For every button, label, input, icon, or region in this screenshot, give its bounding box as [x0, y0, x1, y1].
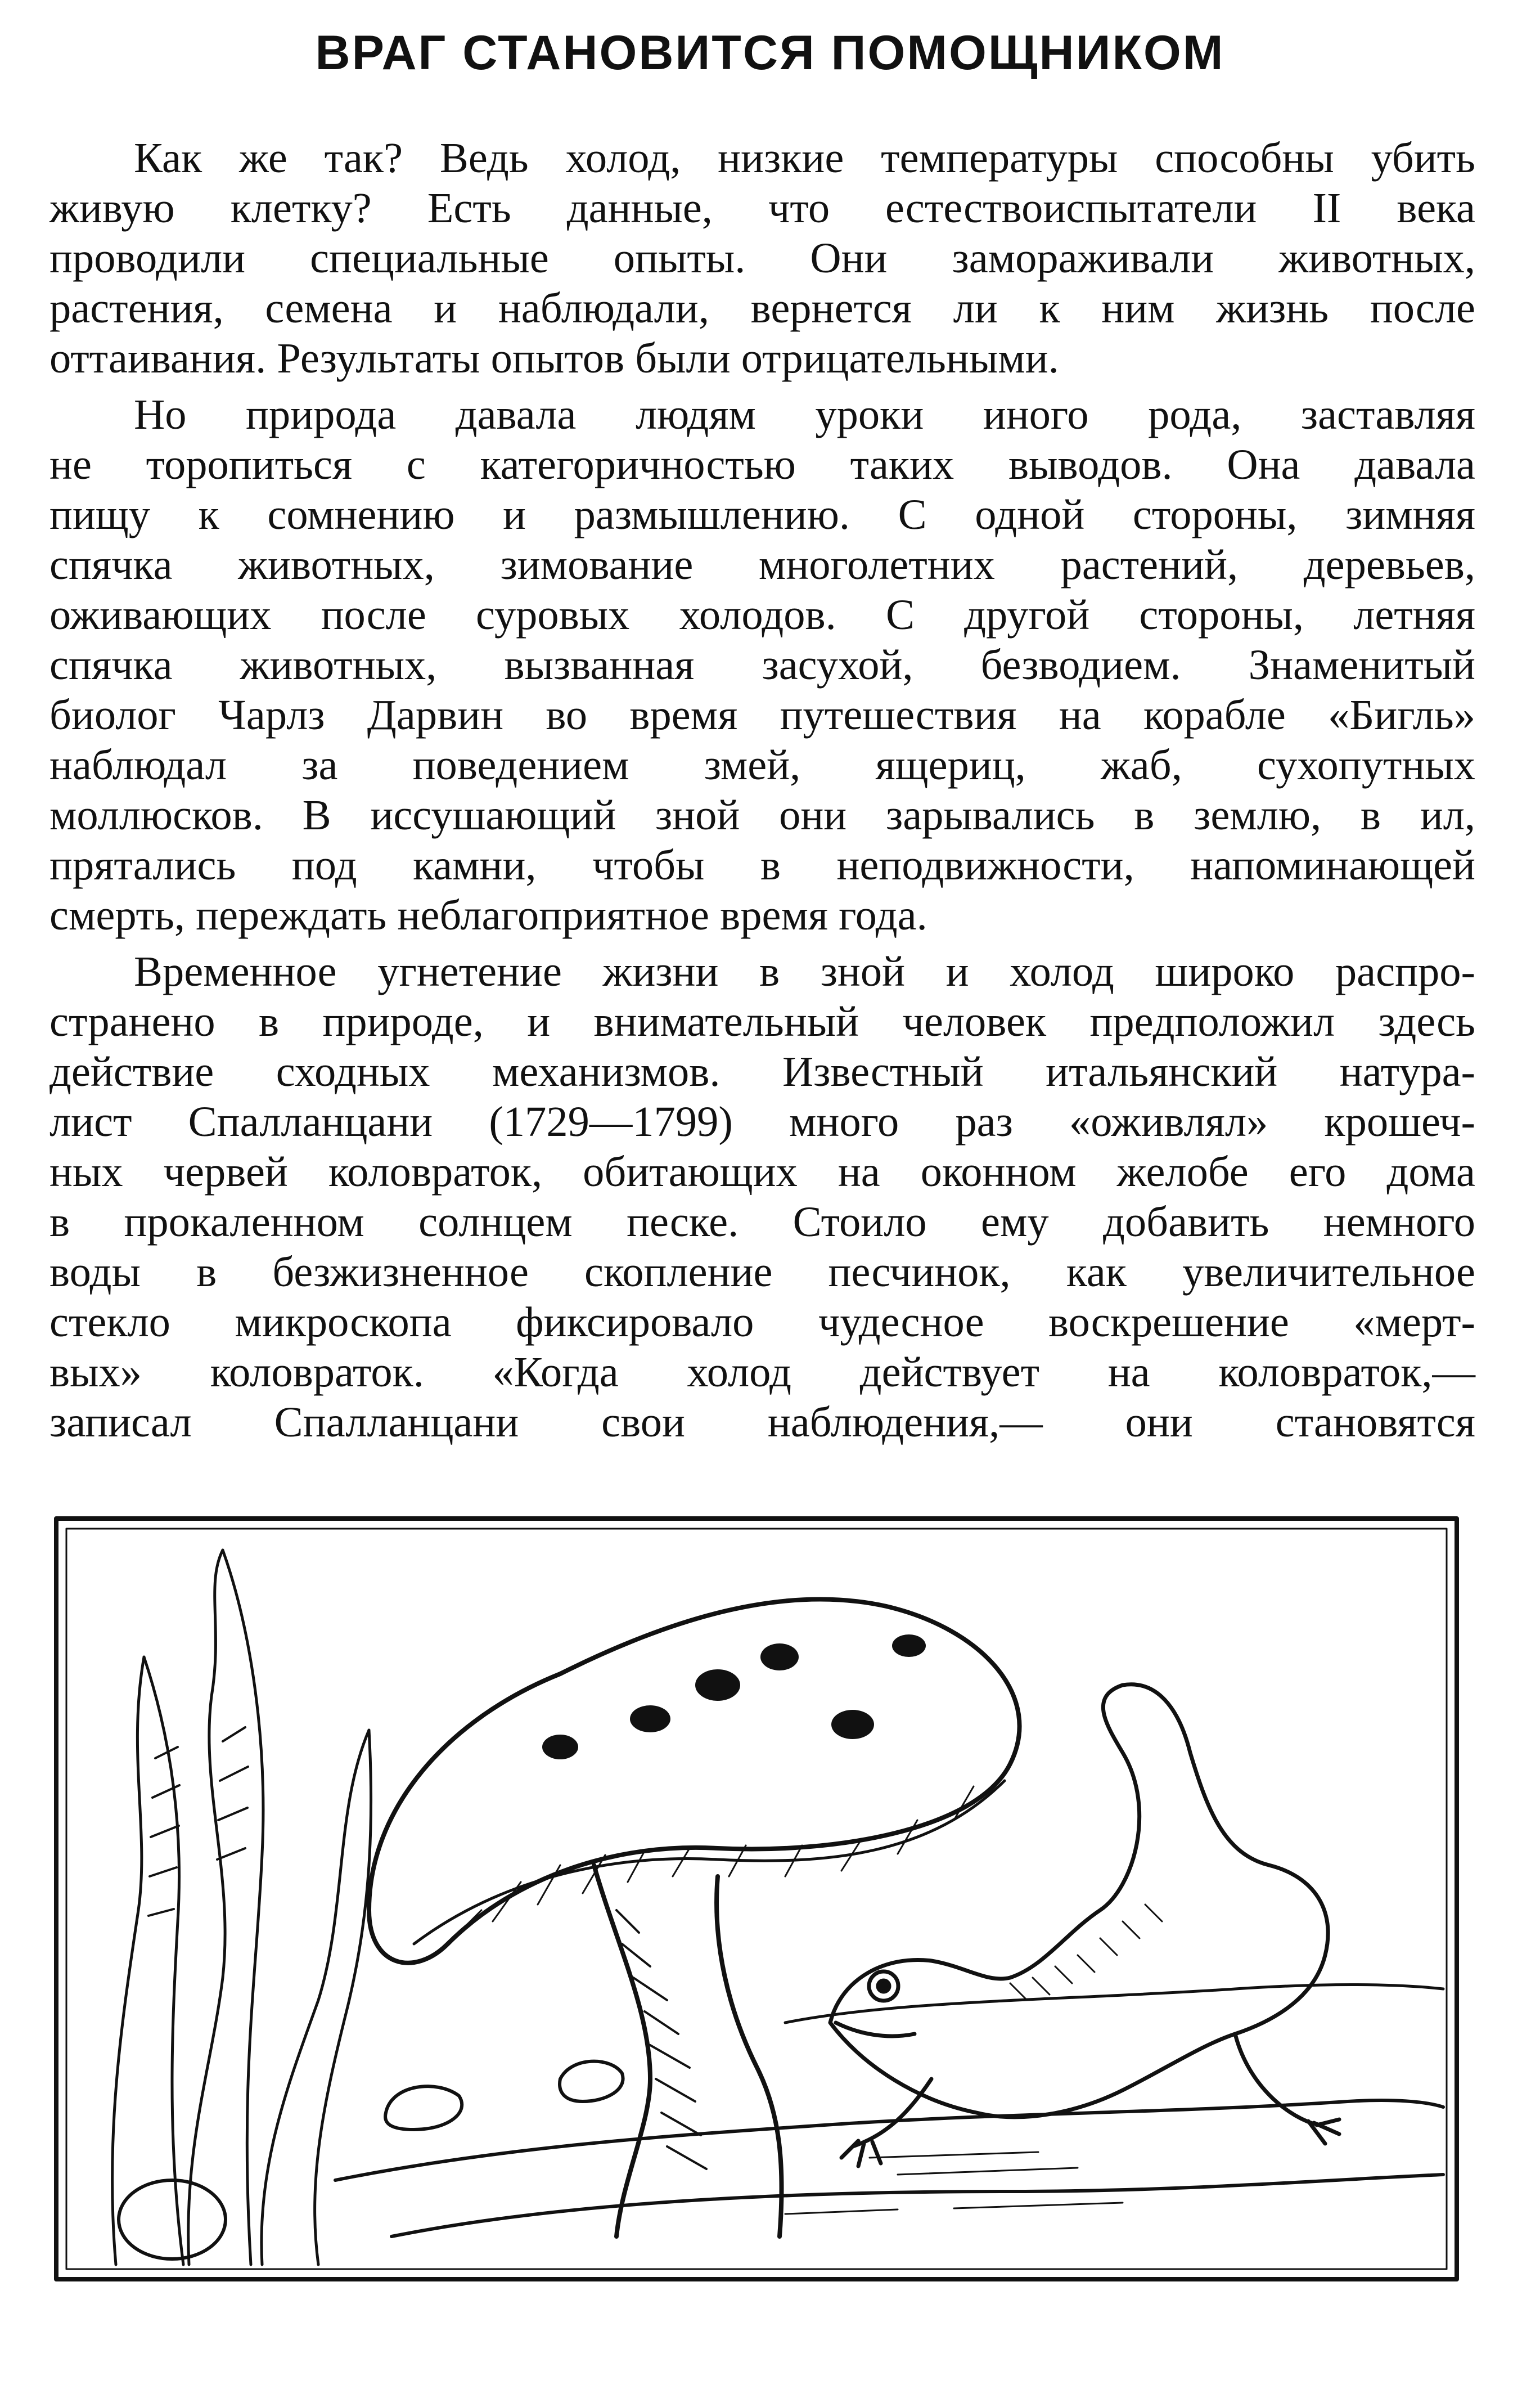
text-line: оживающих после суровых холодов. С другой стороны, летняя — [49, 591, 1475, 639]
text-line: пищу к сомнению и размышлению. С одной стороны, зимняя — [49, 491, 1475, 538]
text-line: моллюсков. В иссушающий зной они зарывались в землю, в ил, — [49, 791, 1475, 839]
frog-icon — [830, 1685, 1339, 2166]
paragraph-1 — [49, 133, 1475, 383]
illustration — [54, 1516, 1459, 2281]
text-line: вых» коловраток. «Когда холод действует на коловраток,— — [49, 1348, 1475, 1396]
text-line: смерть, переждать неблагоприятное время года. — [49, 891, 927, 939]
paragraph-3 — [49, 946, 1475, 1447]
text-line: лист Спалланцани (1729—1799) много раз «оживлял» крошеч- — [49, 1098, 1475, 1146]
chapter-heading: ВРАГ СТАНОВИТСЯ ПОМОЩНИКОМ — [315, 26, 1225, 80]
frame-outer — [56, 1519, 1457, 2279]
body-text — [49, 133, 1475, 1447]
text-line: записал Спалланцани свои наблюдения,— они становятся — [49, 1398, 1475, 1446]
text-line: живую клетку? Есть данные, что естествоиспытатели II века — [49, 184, 1475, 232]
text-line: Но природа давала людям уроки иного рода, заставляя — [134, 390, 1475, 438]
mushroom-frog-illustration-icon — [54, 1516, 1459, 2281]
ground — [335, 1985, 1443, 2237]
text-line: не торопиться с категоричностью таких выводов. Она давала — [49, 441, 1475, 488]
pebble — [119, 2180, 226, 2259]
frame-inner — [66, 1529, 1447, 2269]
text-line: прятались под камни, чтобы в неподвижности, напоминающей — [49, 841, 1475, 889]
stones — [385, 2061, 623, 2130]
text-line: растения, семена и наблюдали, вернется ли к ним жизнь после — [49, 284, 1475, 332]
text-line: спячка животных, зимование многолетних растений, деревьев, — [49, 541, 1475, 589]
text-line: спячка животных, вызванная засухой, безводием. Знаменитый — [49, 641, 1475, 689]
text-line: действие сходных механизмов. Известный итальянский натура- — [49, 1048, 1475, 1095]
plant-icon — [112, 1550, 371, 2265]
text-line: наблюдал за поведением змей, ящериц, жаб, сухопутных — [49, 741, 1475, 789]
paragraph-2 — [49, 389, 1475, 940]
text-line: стекло микроскопа фиксировало чудесное воскрешение «мерт- — [49, 1298, 1475, 1346]
text-line: воды в безжизненное скопление песчинок, как увеличительное — [49, 1248, 1475, 1296]
text-line: в прокаленном солнцем песке. Стоило ему добавить немного — [49, 1198, 1475, 1246]
text-line: биолог Чарлз Дарвин во время путешествия на корабле «Бигль» — [49, 691, 1475, 739]
text-line: ных червей коловраток, обитающих на оконном желобе его дома — [49, 1148, 1475, 1196]
text-line: странено в природе, и внимательный человек предположил здесь — [49, 998, 1475, 1045]
mushroom-icon — [369, 1599, 1020, 2236]
text-line: оттаивания. Результаты опытов были отрицательными. — [49, 334, 1059, 382]
text-line: Временное угнетение жизни в зной и холод широко распро- — [134, 947, 1475, 995]
text-line: Как же так? Ведь холод, низкие температуры способны убить — [134, 134, 1475, 182]
text-line: проводили специальные опыты. Они замораживали животных, — [49, 234, 1475, 282]
